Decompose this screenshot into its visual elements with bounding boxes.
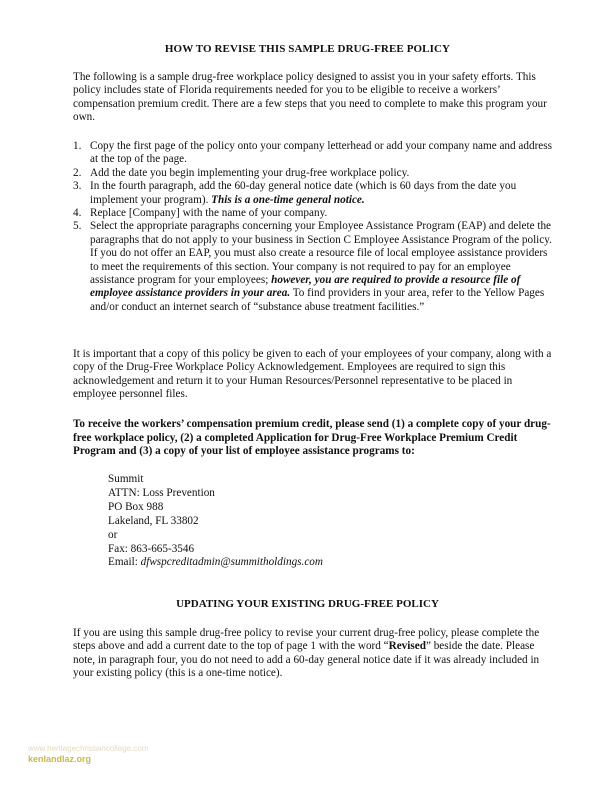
steps-list xyxy=(73,140,553,314)
list-text: In the fourth paragraph, add the 60-day general notice date (which is 60 days from the date you implement your program). xyxy=(90,180,517,206)
list-item xyxy=(73,207,553,220)
email-address[interactable]: dfwspcreditadmin@summitholdings.com xyxy=(140,556,323,569)
fax-number: Fax: 863-665-3546 xyxy=(108,542,195,555)
updating-paragraph xyxy=(73,627,553,681)
address-line: Summit xyxy=(108,473,144,485)
list-text: Copy the first page of the policy onto your company letterhead or add your company name and address at the top of the page. xyxy=(90,140,552,166)
watermark-site: kenlandlaz.org xyxy=(28,754,92,764)
acknowledgement-paragraph: It is important that a copy of this policy be given to each of your employees of your company, along with a copy of the Drug-Free Workplace Policy Acknowledgement. Employees are required to sign this acknowledgement and return it to your Human Resources/Personnel representative to be placed in employee personnel files. xyxy=(73,348,552,401)
list-number: 1. xyxy=(73,140,82,152)
list-text: Select the appropriate paragraphs concerning your Employee Assistance Program (EAP) and delete the paragraphs that do not apply to your business in Section C Employee Assistance Program of the policy. If you do not offer an EAP, you must also create a resource file of local employee assistance providers to meet the requirements of this section. Your company is not required to pay for an employee assistance program for your employees; xyxy=(90,220,552,287)
paragraph-text: If you are using this sample drug-free policy to revise your current drug-free policy, please complete the steps above and add a current date to the top of page 1 with the word “ xyxy=(73,627,540,653)
list-text: To find providers in your area, refer to the Yellow Pages and/or conduct an internet search of “substance abuse treatment facilities.” xyxy=(90,287,545,313)
watermark-url: www.heritagechristiancollege.com xyxy=(28,744,149,753)
list-item xyxy=(73,140,553,167)
address-line: ATTN: Loss Prevention xyxy=(108,486,215,499)
list-emphasis: however, you are required to provide a resource file of employee assistance providers in your area. xyxy=(90,274,521,300)
list-number: 4. xyxy=(73,207,82,220)
paragraph-text: ” beside the date. Please note, in paragraph four, you do not need to add a 60-day general notice date if it was already included in your existing policy (this is a one-time notice). xyxy=(73,640,540,680)
email-line xyxy=(108,556,323,570)
list-item xyxy=(73,220,553,314)
watermark xyxy=(28,744,149,764)
list-number: 3. xyxy=(73,180,82,193)
list-number: 5. xyxy=(73,220,82,233)
email-label: Email: xyxy=(108,556,141,569)
revised-word: Revised xyxy=(388,640,426,653)
section-title: UPDATING YOUR EXISTING DRUG-FREE POLICY xyxy=(176,598,439,610)
list-item xyxy=(73,167,553,180)
document-title: HOW TO REVISE THIS SAMPLE DRUG-FREE POLICY xyxy=(164,43,451,55)
list-text: Replace [Company] with the name of your company. xyxy=(90,207,328,220)
list-emphasis: This is a one-time general notice. xyxy=(211,193,365,206)
address-line: Lakeland, FL 33802 xyxy=(108,514,199,527)
address-line: or xyxy=(108,528,118,541)
intro-paragraph: The following is a sample drug-free workplace policy designed to assist you in your safety efforts. This policy includes state of Florida requirements needed for you to be eligible to receive a workers’ compensation premium credit. There are a few steps that you need to complete to make this program your own. xyxy=(73,71,547,124)
address-line: PO Box 988 xyxy=(108,500,164,513)
mailing-address xyxy=(108,473,323,570)
list-item xyxy=(73,180,553,207)
send-instructions: To receive the workers’ compensation premium credit, please send (1) a complete copy of your drug-free workplace policy, (2) a completed Application for Drug-Free Workplace Premium Credit Program and (3) a copy of your list of employee assistance programs to: xyxy=(73,418,551,458)
list-number: 2. xyxy=(73,166,82,179)
list-text: Add the date you begin implementing your drug-free workplace policy. xyxy=(90,166,410,179)
